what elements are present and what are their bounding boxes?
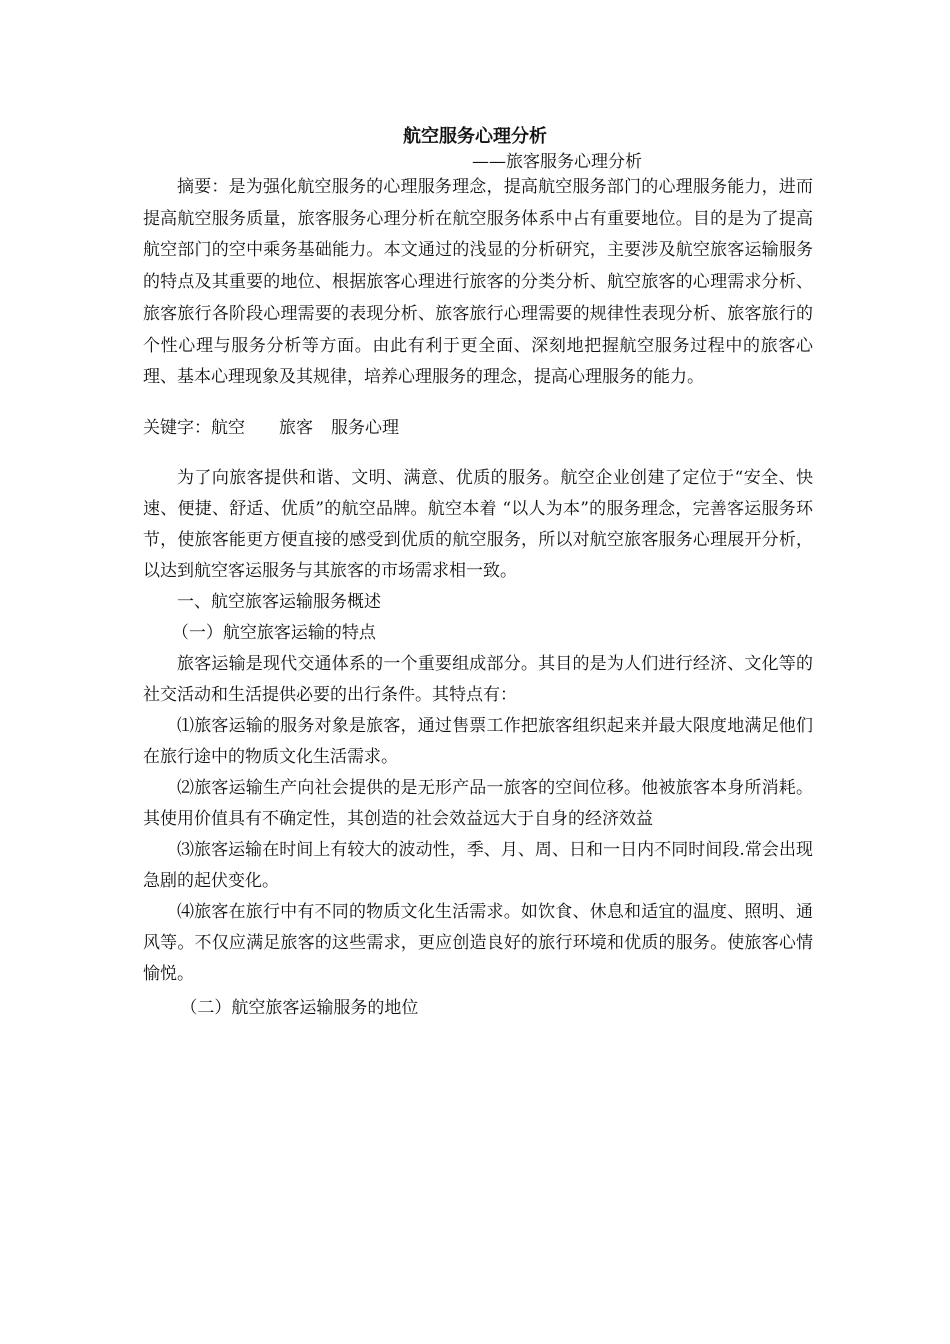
point-paragraph: ⑴旅客运输的服务对象是旅客，通过售票工作把旅客组织起来并最大限度地满足他们在旅行途中的物质文化生活需求。 [143,715,813,767]
keyword-item: 旅客 [279,417,313,438]
abstract-paragraph: 摘要：是为强化航空服务的心理服务理念，提高航空服务部门的心理服务能力，进而提高航空服务质量，旅客服务心理分析在航空服务体系中占有重要地位。目的是为了提高航空部门的空中乘务基础能力。本文通过的浅显的分析研究，主要涉及航空旅客运输服务的特点及其重要的地位、根据旅客心理进行旅客的分类分析、航空旅客的心理需求分析、旅客旅行各阶段心理需要的表现分析、旅客旅行心理需要的规律性表现分析、旅客旅行的个性心理与服务分析等方面。由此有利于更全面、深刻地把握航空服务过程中的旅客心理、基本心理现象及其规律，培养心理服务的理念，提高心理服务的能力。 [143,177,813,388]
document-title: 航空服务心理分析 [403,126,547,147]
section-heading: 一、航空旅客运输服务概述 [177,591,381,612]
keywords-label: 关键字： [143,417,211,438]
keyword-item: 服务心理 [331,417,399,438]
keywords-line [143,413,813,445]
intro-paragraph: 为了向旅客提供和谐、文明、满意、优质的服务。航空企业创建了定位于“安全、快速、便捷、舒适、优质”的航空品牌。航空本着 “以人为本”的服务理念，完善客运服务环节，使旅客能更方便直接的感受到优质的航空服务，所以对航空旅客服务心理展开分析，以达到航空客运服务与其旅客的市场需求相一致。 [143,468,813,581]
point-paragraph: ⑵旅客运输生产向社会提供的是无形产品一旅客的空间位移。他被旅客本身所消耗。其使用价值具有不确定性，其创造的社会效益远大于自身的经济效益 [143,777,813,829]
subsection-heading: （一）航空旅客运输的特点 [171,622,376,643]
subsection-intro-paragraph: 旅客运输是现代交通体系的一个重要组成部分。其目的是为人们进行经济、文化等的社交活动和生活提供必要的出行条件。其特点有： [143,653,813,705]
keyword-item: 航空 [211,417,245,438]
subsection-heading: （二）航空旅客运输服务的地位 [180,997,419,1018]
document-body [143,172,813,1024]
document-subtitle: ——旅客服务心理分析 [472,152,642,172]
point-paragraph: ⑶旅客运输在时间上有较大的波动性，季、月、周、日和一日内不同时间段.常会出现急剧的起伏变化。 [143,839,813,891]
point-paragraph: ⑷旅客在旅行中有不同的物质文化生活需求。如饮食、休息和适宜的温度、照明、通风等。不仅应满足旅客的这些需求，更应创造良好的旅行环境和优质的服务。使旅客心情愉悦。 [143,901,813,984]
